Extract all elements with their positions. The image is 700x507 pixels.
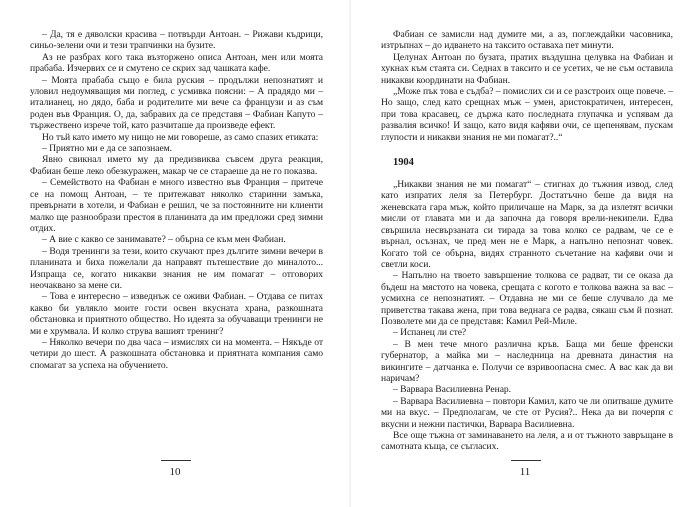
paragraph: – Испанец ли сте? (393, 327, 467, 339)
paragraph: „Може пък това е съдба? – помислих си и се разстроих още повече. – Но защо, след като срещнах мъж – умен, аристократичен, интересен, при това красавец, се държа като последната глупачка и успявам да развалия всичко! И защо, като видя кафяви очи, се щепенявам, пускам глупости и никакви знания не ми помагат?..“ (381, 86, 673, 143)
paragraph: – Варвара Василиевна – повтори Камил, като че ли опитваше думите ми на вкус. – Предполагам, че сте от Русия?.. Нека да ви почерпя с вкусни и нежни пастички, Варвара Василиевна. (381, 395, 673, 430)
paragraph: Аз не разбрах кого така възторжено описа Антоан, мен или моята прабаба. Изчервих се и смутено се скрих зад чашката кафе. (30, 51, 323, 75)
paragraph: – Да, тя е дяволски красива – потвърди Антоан. – Рижави къдрици, синьо-зелени очи и тези трапчинки на бузите. (30, 29, 323, 52)
page-number: 10 (169, 466, 181, 478)
paragraph: – Това е интересно – изведнъж се оживи Фабиан. – Отдава се питах какво би увлякло моите гости освен вкусната храна, разкошната обстановка и приятното общество. Но идеята за обучаващи тренинги не ми е хрумвала. И колко струва вашият тренинг? (30, 291, 323, 337)
paragraph: Все още тъжна от заминаването на леля, а и от тъжното завръщане в самотната къща, се съгласих. (381, 430, 673, 453)
paragraph: – Водя тренинги за тези, които скучают през дългите зимни вечери в планината и биха пожелали да направят пътешествие до миналото... Изпраща се, когато никакви знания не им помагат – отговорих неочаквано за мене си. (30, 245, 323, 291)
page-number: 11 (519, 466, 531, 478)
paragraph: – Напълно на твоето завършение толкова се радват, ти се оказа да бъдеш на мястото на човека, срещата с когото е толкова важна за вас – усмихна се непознатият. – Отдавна не ми се беше случвало да ме приветства такава жена, при това веднага се радва, сякаш съм й познат. Позволете ми да се представя: Камил Рей-Миле. (381, 270, 673, 327)
paragraph: Явно свикнал името му да предизвиква съвсем друга реакция, Фабиан беше леко обезкуражен, макар че се стараеше да не го показва. (30, 154, 323, 177)
paragraph: – А вие с какво се занимавате? – обърна се към мен Фабиан. (42, 234, 286, 246)
paragraph: Фабиан се замисли над думите ми, а аз, поглеждайки часовника, изтръпнах – до идването на таксито оставаха пет минути. (381, 29, 673, 52)
paragraph: – Варвара Василиевна Ренар. (393, 384, 512, 396)
chapter-title: 1904 (393, 157, 414, 169)
footer-rule (161, 460, 191, 461)
paragraph: – Семейството на Фабиан е много известно във Франция – притече се на помощ Антоан, – те притежават няколко старинни замъка, превърнати в хотели, и Фабиан е решил, че за постоянните ни клиенти малко ще разнообрази престоя в планината да им предложи сред зимни отдих. (30, 177, 323, 234)
footer-rule (511, 460, 541, 461)
paragraph: „Никакви знания не ми помагат“ – стигнах до тъжния извод, след като изпратих леля за Петербург. Достатъчно беше да видя на женевската гара мъж, който приличаше на Марк, за да излетят всички мисли от главата ми и да започна да говоря врели-некипели. Едва свършила несвързаната си тирада за това колко се радвам, че се е върнал, осъзнах, че пред мен не е Марк, а напълно непознат човек. Когато той се обърна, видях странното съчетание на кафяви очи и светли коси. (381, 179, 673, 270)
paragraph: Целунах Антоан по бузата, пратих въздушна целувка на Фабиан и хукнах към стаята си. Седнах в таксито и се усетих, че не съм оставила никакви координати на Фабиан. (381, 51, 673, 86)
right-page-text (381, 29, 673, 453)
right-page (350, 0, 700, 507)
paragraph: – Няколко вечери по два часа – измислях си на момента. – Някъде от четири до шест. А разкошната обстановка и приятната компания само спомагат за успеха на обучението. (30, 336, 323, 371)
paragraph: – Моята прабаба също е била руския – продължи непознатият и уловил недоумяващия ми поглед, с усмивка поясни: – А прадядо ми – италианец, но дядо, баба и родителите ми вече са французи и аз съм роден във Франция. О, да, забравих да се представя – Фабиан Капуто – тържествено изрече той, като разчиташе да произведе ефект. (30, 74, 323, 132)
paragraph: Но тъй като името му нищо не ми говореше, аз само спазих етиката: (42, 131, 319, 143)
paragraph: – В мен тече много различна кръв. Баща ми беше френски губернатор, а майка ми – наследница на древната династия на викингите – датчанка е. Получи се взривоопасна смес. А вас как да ви наричам? (381, 338, 673, 384)
paragraph: – Приятно ми е да се запознаем. (42, 143, 173, 155)
left-page-text (30, 29, 323, 371)
